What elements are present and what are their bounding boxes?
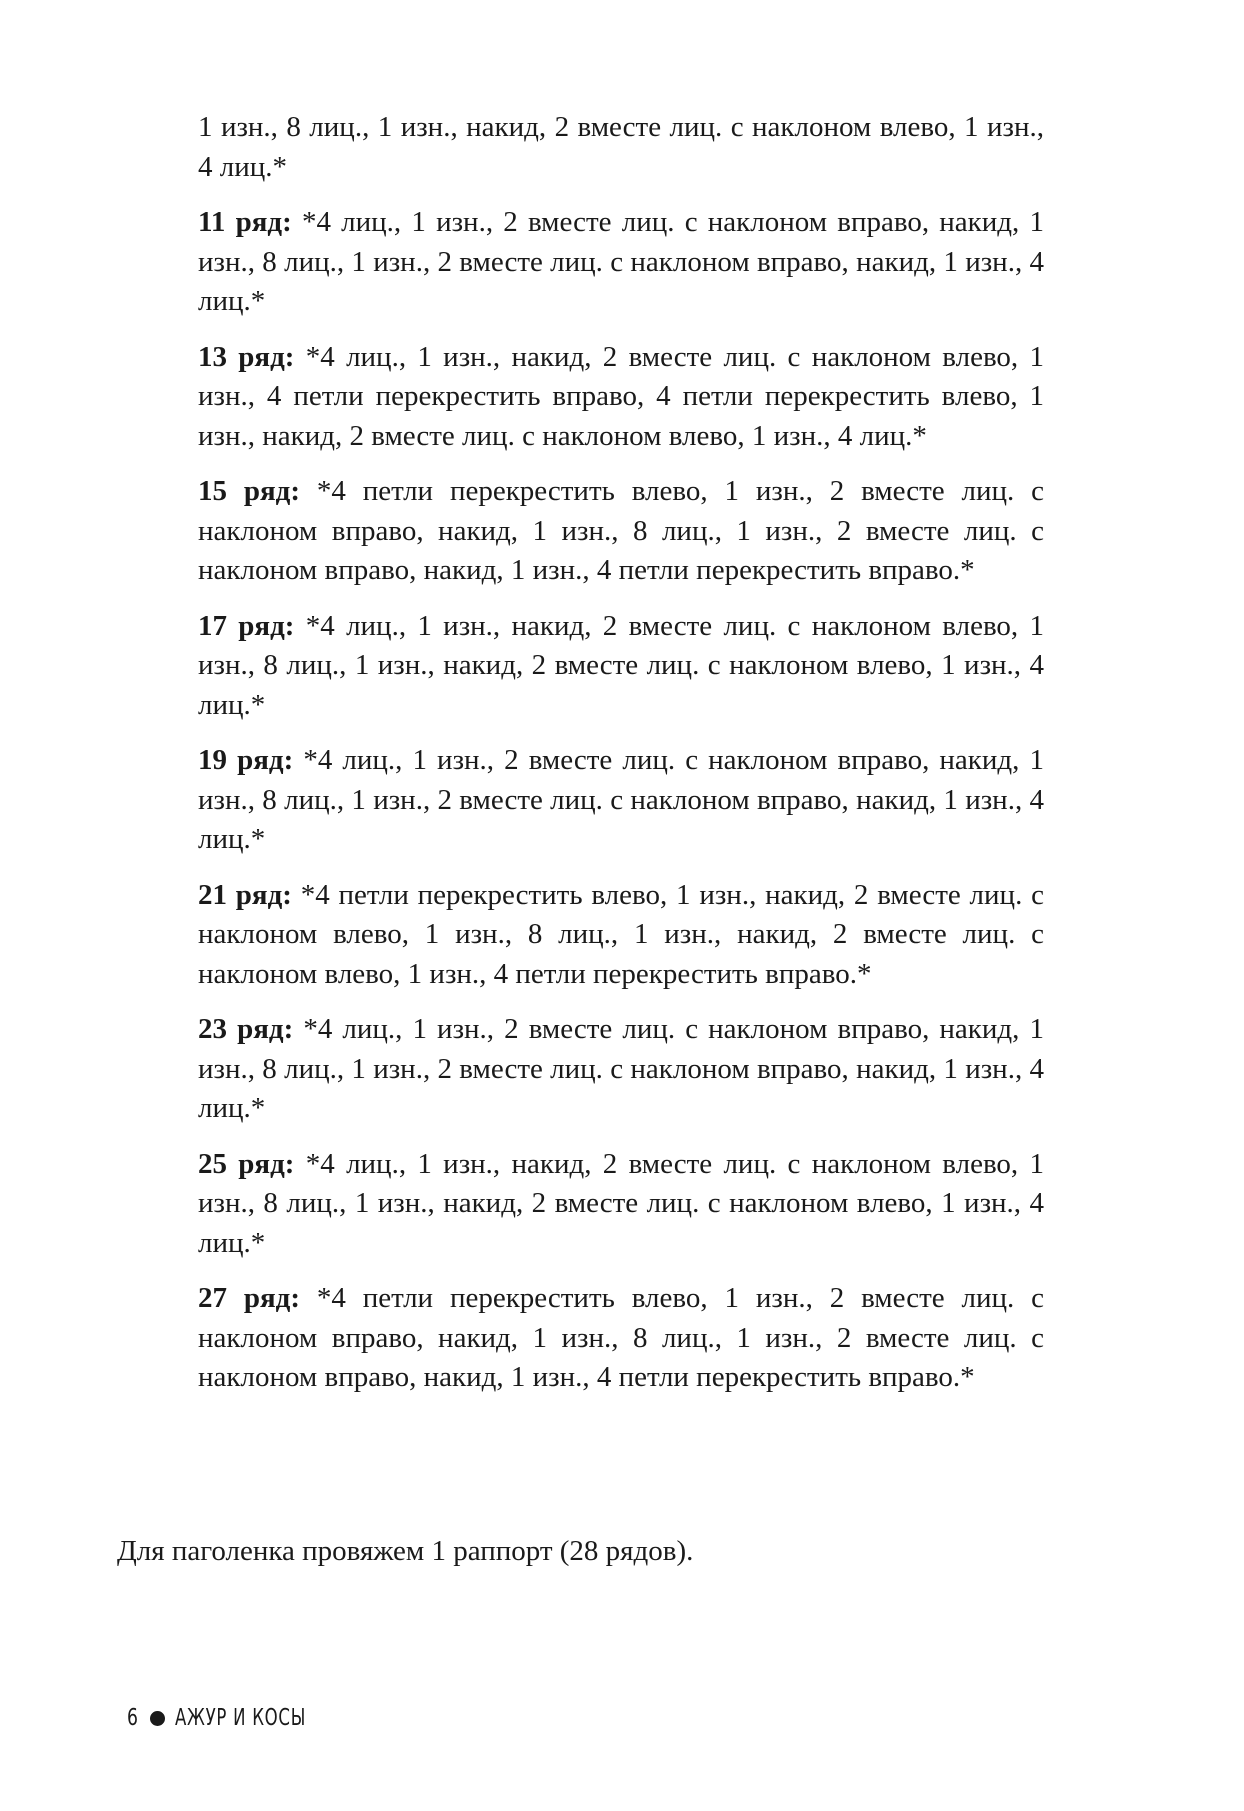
row-text: *4 лиц., 1 изн., 2 вместе лиц. с наклоном вправо, накид, 1 изн., 8 лиц., 1 изн., 2 вместе лиц. с наклоном вправо, накид, 1 изн., 4 лиц.* (198, 206, 1044, 317)
row-text: *4 лиц., 1 изн., накид, 2 вместе лиц. с наклоном влево, 1 изн., 4 петли перекрестить вправо, 4 петли перекрестить влево, 1 изн., накид, 2 вместе лиц. с наклоном влево, 1 изн., 4 лиц.* (198, 340, 1044, 452)
row-text: *4 петли перекрестить влево, 1 изн., 2 вместе лиц. с наклоном вправо, накид, 1 изн., 8 лиц., 1 изн., 2 вместе лиц. с наклоном вправо, накид, 1 изн., 4 петли перекрестить вправо.* (198, 1282, 1044, 1393)
section-title: АЖУР И КОСЫ (175, 1705, 307, 1731)
row-instruction-19 (198, 741, 1044, 860)
row-instruction-continued: 1 изн., 8 лиц., 1 изн., накид, 2 вместе лиц. с наклоном влево, 1 изн., 4 лиц.* (198, 111, 1044, 183)
page-footer (127, 1700, 357, 1736)
row-instruction-13 (198, 338, 1044, 457)
row-label: 13 ряд: (198, 340, 295, 373)
row-instruction-23 (198, 1010, 1044, 1129)
row-text: *4 лиц., 1 изн., 2 вместе лиц. с наклоном вправо, накид, 1 изн., 8 лиц., 1 изн., 2 вместе лиц. с наклоном вправо, накид, 1 изн., 4 лиц.* (198, 744, 1044, 855)
row-instruction-21 (198, 876, 1044, 995)
row-text: *4 петли перекрестить влево, 1 изн., 2 вместе лиц. с наклоном вправо, накид, 1 изн., 8 лиц., 1 изн., 2 вместе лиц. с наклоном вправо, накид, 1 изн., 4 петли перекрестить вправо.* (198, 475, 1044, 586)
closing-note: Для паголенка провяжем 1 раппорт (28 рядов). (117, 1535, 694, 1567)
row-label: 25 ряд: (198, 1147, 295, 1180)
row-instruction-11 (198, 203, 1044, 322)
row-text: *4 лиц., 1 изн., 2 вместе лиц. с наклоном вправо, накид, 1 изн., 8 лиц., 1 изн., 2 вместе лиц. с наклоном вправо, накид, 1 изн., 4 лиц.* (198, 1013, 1044, 1124)
row-instruction-17 (198, 607, 1044, 726)
row-label: 27 ряд: (198, 1282, 301, 1314)
row-label: 17 ряд: (198, 609, 295, 642)
row-label: 11 ряд: (198, 206, 292, 238)
page-number: 6 (127, 1705, 138, 1731)
row-label: 15 ряд: (198, 475, 301, 507)
instructions-body (198, 108, 1044, 1414)
row-instruction-27 (198, 1279, 1044, 1398)
row-label: 23 ряд: (198, 1013, 294, 1045)
row-text: *4 лиц., 1 изн., накид, 2 вместе лиц. с наклоном влево, 1 изн., 8 лиц., 1 изн., накид, 2 вместе лиц. с наклоном влево, 1 изн., 4 лиц.* (198, 1147, 1044, 1259)
bullet-dot-icon (150, 1711, 165, 1726)
row-label: 21 ряд: (198, 878, 292, 911)
row-instruction-15 (198, 472, 1044, 591)
row-text: *4 петли перекрестить влево, 1 изн., накид, 2 вместе лиц. с наклоном влево, 1 изн., 8 лиц., 1 изн., накид, 2 вместе лиц. с наклоном влево, 1 изн., 4 петли перекрестить вправо.* (198, 878, 1044, 990)
row-label: 19 ряд: (198, 744, 294, 776)
row-text: *4 лиц., 1 изн., накид, 2 вместе лиц. с наклоном влево, 1 изн., 8 лиц., 1 изн., накид, 2 вместе лиц. с наклоном влево, 1 изн., 4 лиц.* (198, 609, 1044, 721)
row-instruction-25 (198, 1145, 1044, 1264)
